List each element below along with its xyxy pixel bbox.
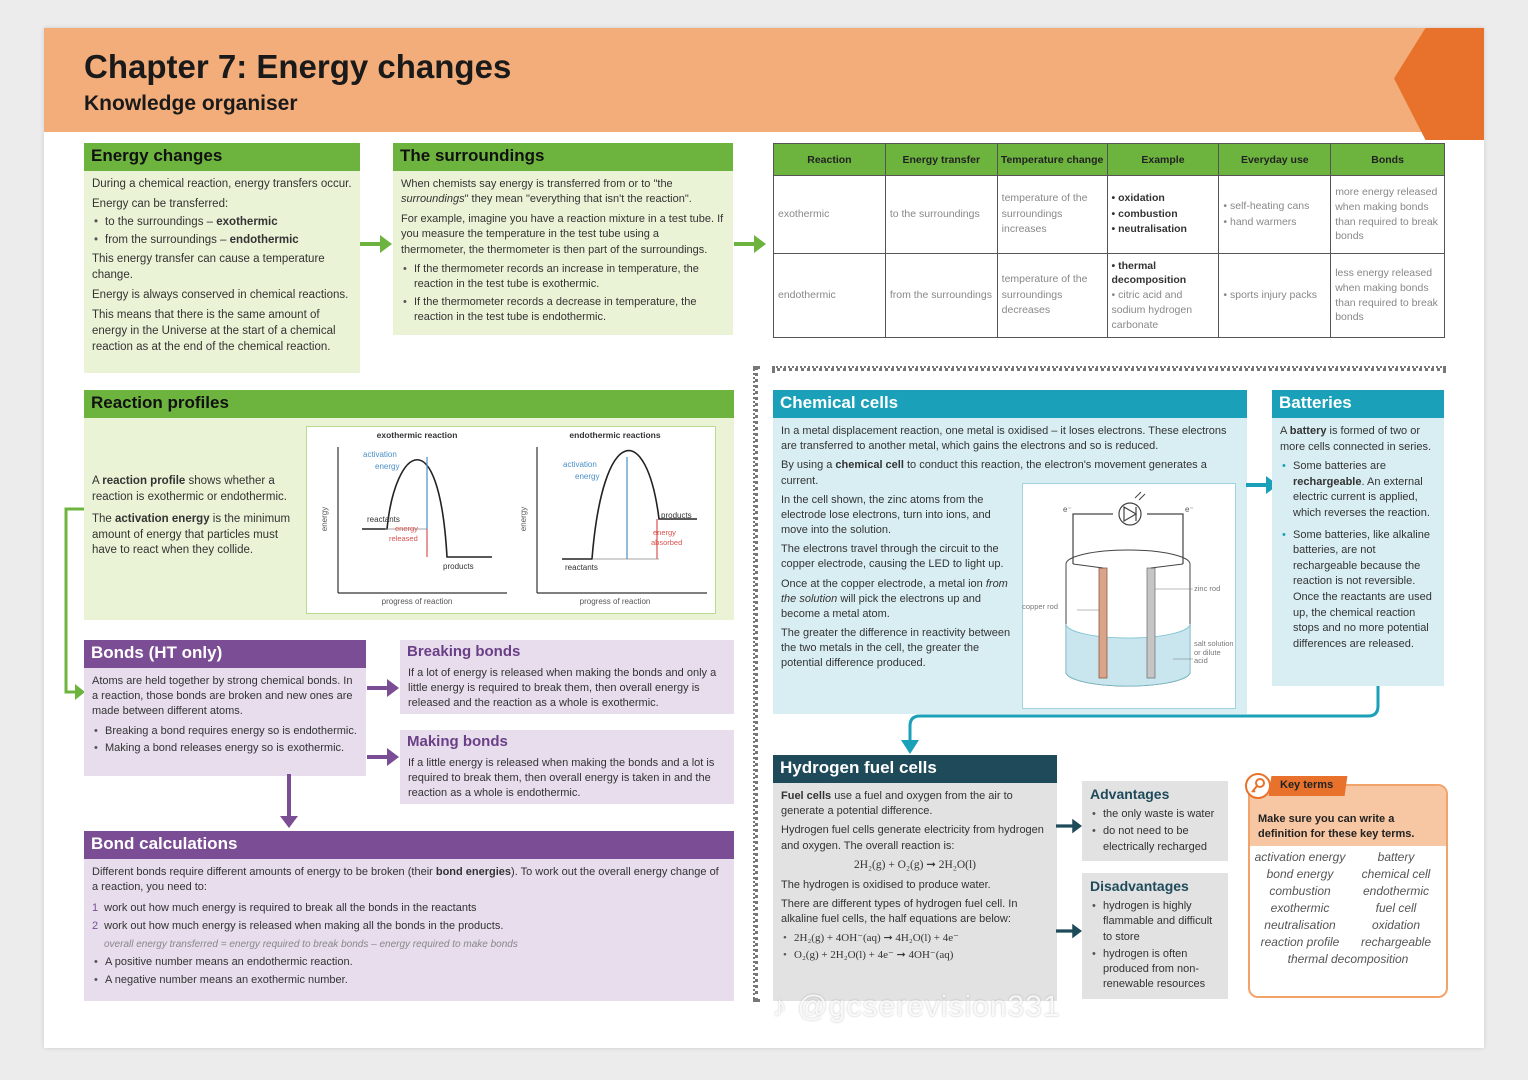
breaking-bonds-text: If a lot of energy is released when making the bonds and only a little energy is required to break them, then overall energy is released and the reaction as a whole is exothermic. xyxy=(400,664,734,714)
surroundings-heading: The surroundings xyxy=(393,143,733,171)
key-term: combustion xyxy=(1269,884,1331,898)
endo-activation-label: activation xyxy=(563,460,597,469)
endo-energy-label: energy xyxy=(653,528,676,537)
energy-changes-text: Energy can be transferred: xyxy=(92,197,229,210)
list-item: • the only waste is water xyxy=(1090,807,1220,822)
list-item: • If the thermometer records a decrease in temperature, the reaction in the test tube is endothermic. xyxy=(401,295,725,326)
connector-arrow-icon xyxy=(896,684,1386,758)
disadvantages-panel xyxy=(1082,873,1228,999)
arrow-right-icon xyxy=(1056,815,1082,837)
endo-title: endothermic reactions xyxy=(569,430,661,440)
chemical-cell-diagram xyxy=(1022,483,1236,709)
list-item: • Some batteries are rechargeable. An external electric current is applied, which reverses the reaction. xyxy=(1280,459,1436,521)
fuel-text: There are different types of hydrogen fuel cell. In alkaline fuel cells, the half equations are below: xyxy=(781,897,1018,925)
fuel-text: The hydrogen is oxidised to produce water. xyxy=(781,878,991,891)
fuel-text: Fuel cells use a fuel and oxygen from the air to generate a potential difference. xyxy=(781,790,1013,818)
list-item: • do not need to be electrically recharged xyxy=(1090,824,1220,854)
list-item: • A negative number means an exothermic number. xyxy=(92,973,726,988)
endo-reactants-label: reactants xyxy=(565,563,598,572)
exo-reactants-label: reactants xyxy=(367,515,400,524)
list-item: • oxidation xyxy=(1111,191,1165,204)
profiles-text xyxy=(92,474,302,559)
cells-text: The electrons travel through the circuit to the copper electrode, causing the LED to light up. xyxy=(781,543,1004,571)
key-icon xyxy=(1244,772,1272,800)
table-cell: endothermic xyxy=(774,254,886,338)
table-header-cell: Energy transfer xyxy=(885,144,997,176)
list-item: • citric acid and sodium hydrogen carbonate xyxy=(1111,289,1193,331)
energy-changes-body xyxy=(84,171,360,373)
endo-absorbed-label: absorbed xyxy=(651,538,683,547)
fuel-equation: 2H₂(g) + O₂(g) ➞ 2H₂O(l) xyxy=(853,858,977,871)
list-item: • If the thermometer records an increase in temperature, the reaction in the test tube is exothermic. xyxy=(401,262,725,293)
table-cell xyxy=(1219,254,1331,338)
list-item: • self-heating cans xyxy=(1223,199,1310,212)
exo-title: exothermic reaction xyxy=(376,430,458,440)
list-item: • hydrogen is highly flammable and difficult to store xyxy=(1090,899,1220,945)
advantages-panel xyxy=(1082,781,1228,861)
exo-y-label: energy xyxy=(320,506,329,532)
table-header-cell: Example xyxy=(1107,144,1219,176)
page-subtitle: Knowledge organiser xyxy=(84,92,298,115)
exo-energy-label: energy xyxy=(395,524,418,533)
table-header-cell: Everyday use xyxy=(1219,144,1331,176)
chemical-cells-heading: Chemical cells xyxy=(773,390,1247,418)
fuel-cells-heading: Hydrogen fuel cells xyxy=(773,755,1057,783)
table-cell: exothermic xyxy=(774,176,886,254)
page-title: Chapter 7: Energy changes xyxy=(84,48,512,85)
cell-wire-right xyxy=(1147,514,1183,564)
exo-activation-label: activation xyxy=(363,450,397,459)
profiles-text-2: The activation energy is the minimum amount of energy that particles must have to react when they collide. xyxy=(92,512,291,557)
fuel-text: Hydrogen fuel cells generate electricity from hydrogen and oxygen. The overall reaction is: xyxy=(781,824,1044,852)
key-term: bond energy xyxy=(1266,867,1334,881)
energy-transfer-table xyxy=(773,143,1445,338)
table-row xyxy=(774,254,1445,338)
arrow-right-icon xyxy=(734,233,766,255)
fuel-cells-body xyxy=(773,783,1057,1001)
list-item: • Making a bond releases energy so is exothermic. xyxy=(92,741,358,756)
breaking-bonds-panel xyxy=(400,640,734,714)
exo-products-label: products xyxy=(443,562,474,571)
key-term: activation energy xyxy=(1254,850,1346,864)
key-term: reaction profile xyxy=(1260,935,1340,949)
energy-changes-panel xyxy=(84,143,360,373)
table-cell: from the surroundings xyxy=(885,254,997,338)
arrow-down-icon xyxy=(278,774,300,830)
breaking-bonds-heading: Breaking bonds xyxy=(400,640,734,664)
energy-changes-heading: Energy changes xyxy=(84,143,360,171)
table-cell: temperature of the surroundings decreases xyxy=(997,254,1107,338)
making-bonds-panel xyxy=(400,730,734,804)
key-term: battery xyxy=(1377,850,1415,864)
electron-label-right: e⁻ xyxy=(1185,505,1194,514)
key-terms-badge xyxy=(1244,772,1354,800)
key-term: chemical cell xyxy=(1361,867,1431,881)
exo-activation-label-2: energy xyxy=(375,462,400,471)
table-header-cell: Reaction xyxy=(774,144,886,176)
batteries-body xyxy=(1272,418,1444,686)
arrow-right-icon xyxy=(367,677,399,699)
surroundings-text: For example, imagine you have a reaction mixture in a test tube. If you measure the temperature in the test tube using a thermometer, the thermometer is then part of the surroundings. xyxy=(401,212,724,256)
bond-calculations-panel xyxy=(84,831,734,1001)
calc-step: 2 work out how much energy is released when making all the bonds in the products. xyxy=(92,919,504,932)
list-item: • hand warmers xyxy=(1223,215,1297,228)
list-item: • sports injury packs xyxy=(1223,288,1317,301)
surroundings-text: When chemists say energy is transferred from or to "the surroundings" they mean "everything that isn't the reaction". xyxy=(401,178,692,206)
cells-text: In the cell shown, the zinc atoms from the electrode lose electrons, turn into ions, and move into the solution. xyxy=(781,493,991,537)
exo-x-label: progress of reaction xyxy=(381,597,453,606)
key-term: fuel cell xyxy=(1375,901,1417,915)
led-light-rays xyxy=(1135,492,1145,500)
header-banner xyxy=(44,28,1444,132)
cells-text: Once at the copper electrode, a metal ion from the solution will pick the electrons up and become a metal atom. xyxy=(781,577,1008,620)
bonds-text: Atoms are held together by strong chemical bonds. In a reaction, those bonds are broken and new ones are made between different atoms. xyxy=(92,675,353,718)
list-item: • to the surroundings – exothermic xyxy=(92,215,352,231)
fuel-cells-panel xyxy=(773,755,1057,1001)
half-equation: • 2H₂(g) + 4OH⁻(aq) ➞ 4H₂O(l) + 4e⁻ xyxy=(781,931,1049,946)
surroundings-body xyxy=(393,171,733,335)
key-term: endothermic xyxy=(1362,884,1430,898)
cell-wire-left xyxy=(1073,514,1113,564)
zinc-rod xyxy=(1147,568,1155,678)
watermark: ♪ @gcserevision331 xyxy=(772,990,1061,1023)
energy-changes-text: This means that there is the same amount of energy in the Universe at the start of a chemical reaction as at the end of the chemical reaction. xyxy=(92,309,336,353)
header-arrow-shape xyxy=(1394,28,1484,140)
table-cell xyxy=(1107,176,1219,254)
list-item: • Some batteries, like alkaline batteries, are not rechargeable because the reaction is not reversible. Once the reactants are used up, the chemical reaction stops and no more potential differences are released. xyxy=(1280,528,1436,653)
arrow-right-icon xyxy=(1056,920,1082,942)
batteries-text: A battery is formed of two or more cells connected in series. xyxy=(1280,425,1432,453)
salt-solution-label: salt solution or dilute acid xyxy=(1194,639,1234,666)
advantages-heading: Advantages xyxy=(1090,786,1170,802)
table-header-cell: Bonds xyxy=(1331,144,1445,176)
exo-released-label: released xyxy=(389,534,418,543)
copper-rod xyxy=(1099,568,1107,678)
making-bonds-text: If a little energy is released when making the bonds and a lot is required to break them, then overall energy is taken in and the reaction as a whole is endothermic. xyxy=(400,754,734,804)
endo-activation-label-2: energy xyxy=(575,472,600,481)
table-cell xyxy=(1219,176,1331,254)
bond-calculations-body xyxy=(84,859,734,1001)
batteries-panel xyxy=(1272,390,1444,686)
table-cell: temperature of the surroundings increases xyxy=(997,176,1107,254)
cells-text: By using a chemical cell to conduct this reaction, the electron's movement generates a current. xyxy=(781,459,1207,487)
table-cell xyxy=(1107,254,1219,338)
list-item: • thermal decomposition xyxy=(1111,259,1187,287)
half-equation: • O₂(g) + 2H₂O(l) + 4e⁻ ➞ 4OH⁻(aq) xyxy=(781,948,1049,963)
key-term: oxidation xyxy=(1371,918,1421,932)
key-terms-heading: Key terms xyxy=(1280,779,1334,791)
divider-vertical xyxy=(753,366,758,1002)
table-row xyxy=(774,176,1445,254)
key-terms-grid xyxy=(1252,850,1444,966)
endo-x-label: progress of reaction xyxy=(579,597,651,606)
cells-text: In a metal displacement reaction, one metal is oxidised – it loses electrons. These electrons are transferred to another metal, which gains the electrons and so is reduced. xyxy=(781,425,1227,453)
table-cell: less energy released when making bonds than required to break bonds xyxy=(1331,254,1445,338)
table-header-row xyxy=(774,144,1445,176)
list-item: • neutralisation xyxy=(1111,223,1187,236)
calc-formula: overall energy transferred = energy required to break bonds – energy required to make bonds xyxy=(104,938,518,950)
profiles-text-1: A reaction profile shows whether a reaction is exothermic or endothermic. xyxy=(92,475,287,503)
led-icon xyxy=(1119,503,1141,525)
endo-products-label: products xyxy=(661,511,692,520)
list-item: • hydrogen is often produced from non-renewable resources xyxy=(1090,947,1220,993)
table-cell: to the surroundings xyxy=(885,176,997,254)
reaction-profile-diagram xyxy=(306,426,716,614)
key-term: exothermic xyxy=(1270,901,1330,915)
cells-left-column xyxy=(781,493,1013,672)
batteries-heading: Batteries xyxy=(1272,390,1444,418)
arrow-right-icon xyxy=(360,233,392,255)
key-term: thermal decomposition xyxy=(1287,952,1409,966)
bonds-panel xyxy=(84,640,366,776)
zinc-rod-label: zinc rod xyxy=(1194,584,1221,593)
making-bonds-heading: Making bonds xyxy=(400,730,734,754)
endo-y-label: energy xyxy=(519,506,528,532)
reaction-profiles-heading: Reaction profiles xyxy=(84,390,734,418)
list-item: • Breaking a bond requires energy so is endothermic. xyxy=(92,724,358,739)
list-item: • from the surroundings – endothermic xyxy=(92,233,352,249)
bonds-body xyxy=(84,668,366,776)
calc-text: Different bonds require different amounts of energy to be broken (their bond energies). To work out the overall energy change of a reaction, you need to: xyxy=(92,866,719,894)
cells-text: The greater the difference in reactivity between the two metals in the cell, the greater the potential difference produced. xyxy=(781,627,1011,670)
list-item: • A positive number means an endothermic reaction. xyxy=(92,955,726,970)
energy-changes-text: This energy transfer can cause a temperature change. xyxy=(92,253,325,282)
electron-label-left: e⁻ xyxy=(1063,505,1072,514)
key-terms-intro: Make sure you can write a definition for these key terms. xyxy=(1258,813,1415,841)
disadvantages-body xyxy=(1082,873,1228,999)
bond-calculations-heading: Bond calculations xyxy=(84,831,734,859)
key-term: neutralisation xyxy=(1264,918,1336,932)
advantages-body xyxy=(1082,781,1228,861)
table-cell: more energy released when making bonds than required to break bonds xyxy=(1331,176,1445,254)
knowledge-organiser-page xyxy=(44,28,1484,1048)
list-item: • combustion xyxy=(1111,207,1178,220)
energy-changes-text: Energy is always conserved in chemical reactions. xyxy=(92,289,349,302)
arrow-right-icon xyxy=(367,746,399,768)
disadvantages-heading: Disadvantages xyxy=(1090,878,1189,894)
key-term: rechargeable xyxy=(1360,935,1432,949)
calc-step: 1 work out how much energy is required to break all the bonds in the reactants xyxy=(92,902,477,915)
divider-horizontal xyxy=(772,366,1446,371)
surroundings-panel xyxy=(393,143,733,335)
energy-changes-text: During a chemical reaction, energy transfers occur. xyxy=(92,178,352,190)
copper-rod-label: copper rod xyxy=(1022,602,1058,611)
bonds-heading: Bonds (HT only) xyxy=(84,640,366,668)
table-header-cell: Temperature change xyxy=(997,144,1107,176)
